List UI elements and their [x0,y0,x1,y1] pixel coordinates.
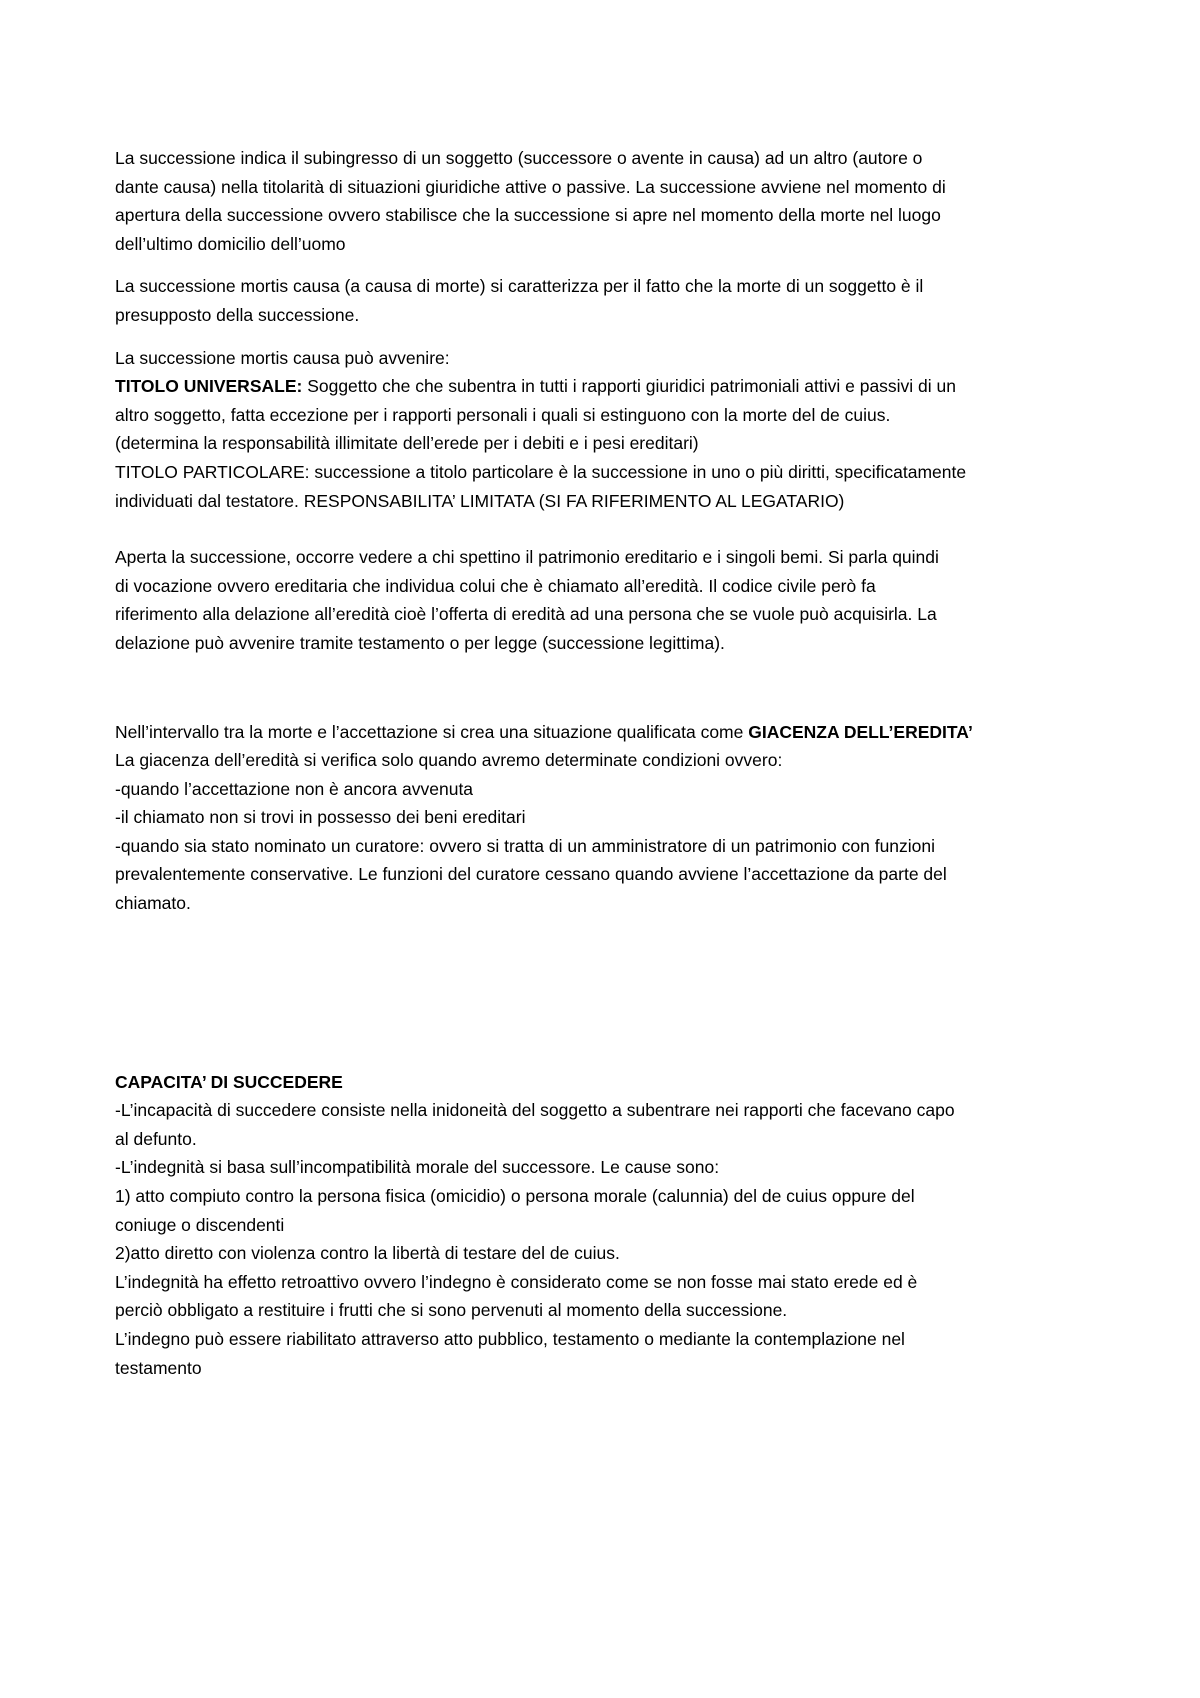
paragraph-titoli [115,344,1090,516]
text-line: altro soggetto, fatta eccezione per i rapporti personali i quali si estinguono con la morte del de cuius. [115,404,891,425]
text-line: apertura della successione ovvero stabilisce che la successione si apre nel momento della morte nel luogo [115,205,941,226]
text-line: -quando sia stato nominato un curatore: ovvero si tratta di un amministratore di un patrimonio con funzioni [115,835,936,856]
giacenza-text: Nell’intervallo tra la morte e l’accettazione si crea una situazione qualificata come [115,721,749,742]
text-line: coniuge o discendenti [115,1214,285,1235]
text-line: -L’indegnità si basa sull’incompatibilità morale del successore. Le cause sono: [115,1157,720,1178]
paragraph-capacita [115,1068,1090,1383]
titolo-universale-line [115,372,1090,401]
giacenza-line [115,718,1090,747]
text-line: Aperta la successione, occorre vedere a chi spettino il patrimonio ereditario e i singoli bemi. Si parla quindi [115,547,939,568]
paragraph-definition [115,144,1090,258]
paragraph-delazione [115,543,1090,657]
text-line: 1) atto compiuto contro la persona fisica (omicidio) o persona morale (calunnia) del de cuius oppure del [115,1186,915,1207]
text-line: La successione indica il subingresso di un soggetto (successore o avente in causa) ad un altro (autore o [115,148,923,168]
section-heading: CAPACITA’ DI SUCCEDERE [115,1071,343,1092]
paragraph-giacenza [115,718,1090,918]
text-line: L’indegno può essere riabilitato attraverso atto pubblico, testamento o mediante la contemplazione nel [115,1329,905,1349]
text-line: testamento [115,1357,202,1378]
text-line: individuati dal testatore. RESPONSABILITA’ LIMITATA (SI FA RIFERIMENTO AL LEGATARIO) [115,490,845,511]
text-line: -il chiamato non si trovi in possesso dei beni ereditari [115,807,526,828]
text-line: -quando l’accettazione non è ancora avvenuta [115,778,474,799]
paragraph-mortis-causa [115,272,1090,329]
text-line: -L’incapacità di succedere consiste nella inidoneità del soggetto a subentrare nei rapporti che facevano capo [115,1100,955,1121]
text-line: presupposto della successione. [115,304,360,325]
text-line: TITOLO PARTICOLARE: successione a titolo particolare è la successione in uno o più diritti, specificatamente [115,461,967,482]
text-line: di vocazione ovvero ereditaria che individua colui che è chiamato all’eredità. Il codice civile però fa [115,575,876,596]
text-line: La successione mortis causa può avvenire: [115,347,450,368]
text-line: 2)atto diretto con violenza contro la libertà di testare del de cuius. [115,1243,620,1264]
text-line: delazione può avvenire tramite testamento o per legge (successione legittima). [115,632,725,653]
text-line: (determina la responsabilità illimitate dell’erede per i debiti e i pesi ereditari) [115,433,699,454]
titolo-universale-label: TITOLO UNIVERSALE: [115,376,303,397]
giacenza-bold: GIACENZA DELL’EREDITA’ [748,721,973,742]
text-line: La successione mortis causa (a causa di morte) si caratterizza per il fatto che la morte di un soggetto è il [115,276,924,297]
text-line: chiamato. [115,893,191,914]
text-line: prevalentemente conservative. Le funzioni del curatore cessano quando avviene l’accettazione da parte del [115,864,947,885]
text-line: dante causa) nella titolarità di situazioni giuridiche attive o passive. La successione avviene nel momento di [115,176,946,197]
text-line: L’indegnità ha effetto retroattivo ovvero l’indegno è considerato come se non fosse mai stato erede ed è [115,1271,918,1292]
text-line: al defunto. [115,1128,197,1149]
text-line: La giacenza dell’eredità si verifica solo quando avremo determinate condizioni ovvero: [115,750,783,771]
text-line: dell’ultimo domicilio dell’uomo [115,233,346,254]
text-line: riferimento alla delazione all’eredità cioè l’offerta di eredità ad una persona che se vuole può acquisirla. La [115,604,937,625]
titolo-universale-text: Soggetto che che subentra in tutti i rapporti giuridici patrimoniali attivi e passivi di un [302,376,957,397]
text-line: perciò obbligato a restituire i frutti che si sono pervenuti al momento della successione. [115,1300,788,1321]
